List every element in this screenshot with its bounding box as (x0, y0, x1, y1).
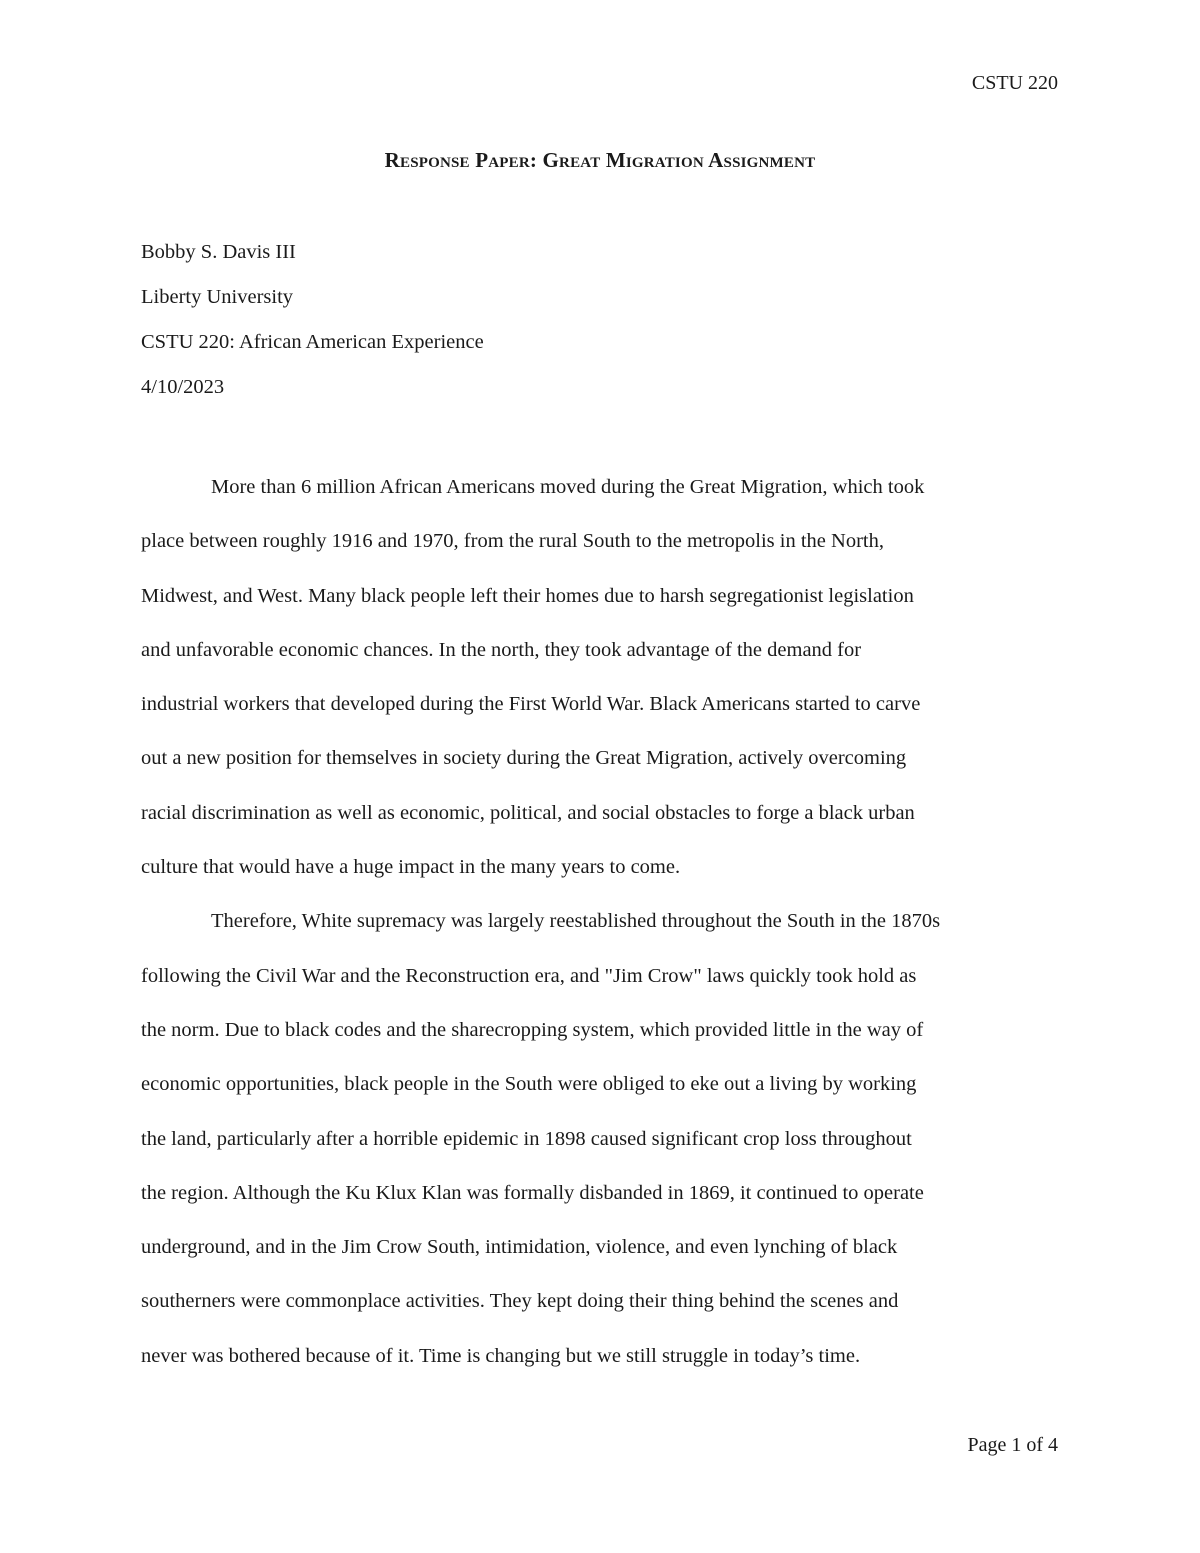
paragraph-line: following the Civil War and the Reconstruction era, and "Jim Crow" laws quickly took hold as (141, 964, 917, 987)
running-head: CSTU 220 (971, 72, 1058, 94)
paragraph-line: never was bothered because of it. Time is changing but we still struggle in today’s time. (141, 1344, 861, 1367)
institution-name: Liberty University (141, 286, 294, 308)
paragraph-1 (141, 460, 1059, 894)
paragraph-line: Therefore, White supremacy was largely reestablished throughout the South in the 1870s (211, 910, 941, 933)
paragraph-line: out a new position for themselves in society during the Great Migration, actively overcoming (141, 747, 907, 770)
paragraph-line: the land, particularly after a horrible epidemic in 1898 caused significant crop loss throughout (141, 1127, 912, 1150)
paragraph-line: racial discrimination as well as economic, political, and social obstacles to forge a black urban (141, 801, 915, 824)
paragraph-line: industrial workers that developed during the First World War. Black Americans started to carve (141, 693, 921, 716)
paragraph-line: place between roughly 1916 and 1970, from the rural South to the metropolis in the North, (141, 530, 884, 553)
paragraph-line: and unfavorable economic chances. In the north, they took advantage of the demand for (141, 638, 862, 661)
paragraph-line: culture that would have a huge impact in the many years to come. (141, 856, 681, 879)
header-block (141, 238, 484, 418)
author-name: Bobby S. Davis III (141, 241, 296, 263)
paragraph-line: the norm. Due to black codes and the sharecropping system, which provided little in the way of (141, 1018, 924, 1041)
paragraph-2 (141, 894, 1059, 1383)
paragraph-line: underground, and in the Jim Crow South, intimidation, violence, and even lynching of black (141, 1236, 898, 1259)
paragraph-line: economic opportunities, black people in the South were obliged to eke out a living by working (141, 1073, 917, 1096)
paper-body (141, 460, 1059, 1383)
paragraph-line: the region. Although the Ku Klux Klan was formally disbanded in 1869, it continued to operate (141, 1181, 924, 1204)
paragraph-line: Midwest, and West. Many black people left their homes due to harsh segregationist legislation (141, 584, 914, 607)
paragraph-line: southerners were commonplace activities. They kept doing their thing behind the scenes and (141, 1290, 899, 1313)
paper-date: 4/10/2023 (141, 376, 225, 398)
paragraph-line: More than 6 million African Americans moved during the Great Migration, which took (211, 476, 925, 498)
course-name: CSTU 220: African American Experience (141, 331, 484, 353)
paper-title: Response Paper: Great Migration Assignment (384, 148, 816, 172)
page-number: Page 1 of 4 (967, 1434, 1058, 1456)
